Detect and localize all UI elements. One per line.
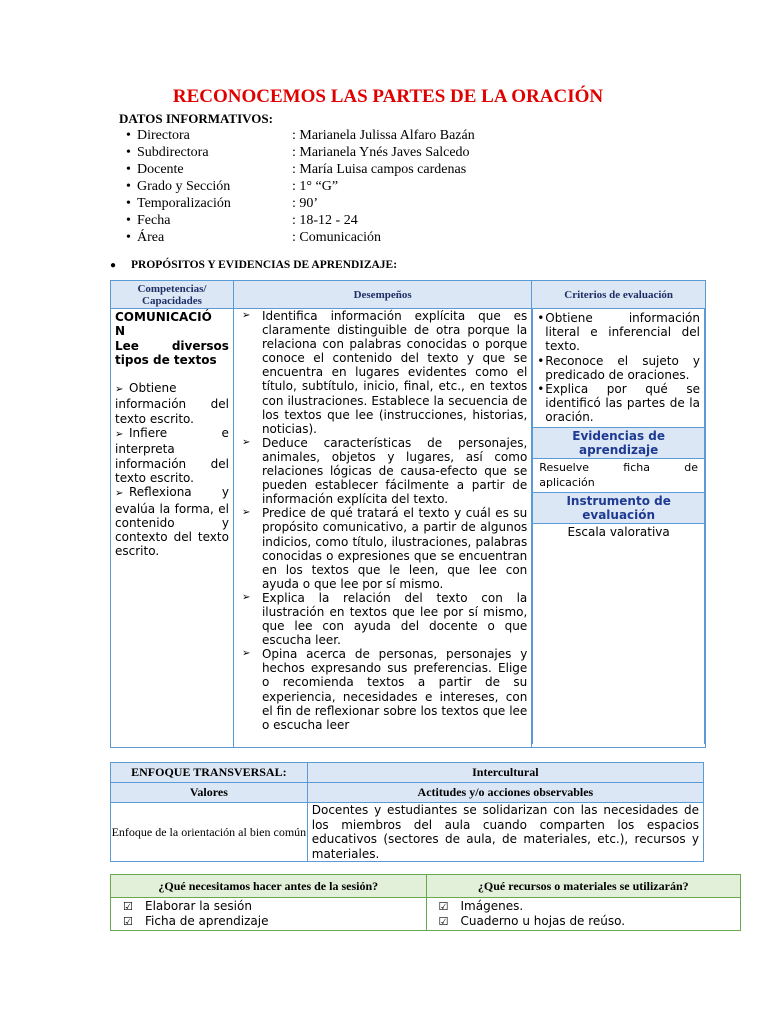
criterio-item	[537, 311, 700, 354]
materiales-header: ¿Qué recursos o materiales se utilizarán?	[426, 875, 741, 898]
criterio-text: Explica por qué se identificó las partes de la oración.	[545, 382, 700, 425]
info-item-temporalizacion	[126, 195, 475, 212]
propositos-heading	[110, 259, 397, 271]
info-value: : Comunicación	[292, 230, 382, 245]
desempeno-item	[238, 506, 527, 591]
valores-header: Valores	[111, 783, 308, 803]
bullet-icon: •	[537, 353, 545, 368]
arrow-bullet-icon: ➢	[241, 591, 251, 603]
evidencias-line: aplicación	[539, 475, 595, 489]
bullet-icon: •	[537, 311, 545, 325]
info-item-subdirectora	[126, 144, 475, 161]
arrow-bullet-icon: ➢	[241, 310, 251, 321]
criterio-text: Obtiene información literal e inferencial del texto.	[545, 311, 700, 354]
desempeno-text: Predice de qué tratará el texto y cuál es su propósito comunicativo, a partir de algunos indicios, como título, ilustraciones, palabras conocidas o expresiones que se encuentran en los textos que le leen, que lee con ayuda o que lee por sí mismo.	[261, 506, 528, 591]
propositos-table	[110, 280, 706, 748]
arrow-bullet-icon: ➢	[115, 488, 124, 500]
datos-informativos-heading: DATOS INFORMATIVOS:	[119, 111, 273, 126]
bullet-icon: •	[126, 162, 131, 177]
header-competencias: Competencias/ Capacidades	[111, 281, 234, 309]
arrow-bullet-icon: ➢	[241, 436, 251, 448]
header-criterios: Criterios de evaluación	[532, 281, 706, 309]
competencia-subtitle: Lee diversos tipos de textos	[115, 338, 229, 367]
info-value: : 18-12 - 24	[292, 213, 358, 228]
evidencias-line: Resuelve ficha de	[539, 460, 698, 474]
desempeno-item	[238, 591, 527, 647]
checkbox-checked-icon: ☑	[123, 900, 133, 913]
evidencias-value	[533, 458, 705, 492]
desempeno-text: Deduce características de personajes, animales, objetos y lugares, así como relaciones lógicas de causa-efecto que se pueden establecer fácilmente a partir de información explícita del texto.	[261, 435, 528, 507]
bullet-icon: •	[126, 230, 131, 245]
info-value: : Marianela Julissa Alfaro Bazán	[292, 128, 475, 143]
capacidad-text: Obtiene información del texto escrito.	[115, 381, 229, 426]
enfoque-header-left: ENFOQUE TRANSVERSAL:	[111, 763, 308, 783]
competencias-cell	[111, 309, 234, 748]
capacidad-item	[115, 485, 229, 558]
desempeno-item	[238, 647, 527, 732]
criterio-text: Reconoce el sujeto y predicado de oraciones.	[545, 353, 700, 382]
info-label: Fecha	[137, 213, 171, 228]
actitud-cell: Docentes y estudiantes se solidarizan con las necesidades de los miembros del aula cuando comparten los espacios educativos (sectores de aula, de materiales, etc.), recursos y materiales.	[307, 803, 703, 862]
info-item-fecha	[126, 212, 475, 229]
desempenos-cell	[233, 309, 531, 748]
desempeno-text: Opina acerca de personas, personajes y hechos expresando sus preferencias. Elige o recomienda textos a partir de su experiencia, necesidades e intereses, con el fin de reflexionar sobre los textos que lee o escucha leer	[261, 647, 528, 732]
material-text: Imágenes.	[460, 899, 524, 913]
criterios-cell	[532, 309, 706, 748]
document-title: RECONOCEMOS LAS PARTES DE LA ORACIÓN	[172, 86, 604, 107]
antes-item	[123, 914, 420, 929]
antes-item	[123, 899, 420, 914]
arrow-bullet-icon: ➢	[115, 384, 124, 396]
criterio-item	[537, 382, 700, 425]
criterio-item	[537, 354, 700, 382]
info-label: Grado y Sección	[137, 179, 231, 194]
material-item	[439, 899, 735, 914]
competencia-title-line: N	[115, 324, 126, 339]
material-item	[439, 914, 735, 929]
capacidad-text: Infiere e interpreta información del texto escrito.	[115, 426, 229, 485]
info-label: Temporalización	[137, 196, 231, 211]
antes-cell	[111, 898, 427, 931]
propositos-heading-text: PROPÓSITOS Y EVIDENCIAS DE APRENDIZAJE:	[131, 259, 398, 271]
bullet-icon: •	[126, 213, 131, 228]
evidencias-heading: Evidencias de aprendizaje	[533, 427, 705, 458]
antes-text: Elaborar la sesión	[145, 899, 252, 913]
checkbox-checked-icon: ☑	[438, 900, 449, 913]
instrumento-heading: Instrumento de evaluación	[533, 492, 705, 523]
materiales-cell	[426, 898, 741, 931]
actitudes-header: Actitudes y/o acciones observables	[307, 783, 703, 803]
antes-text: Ficha de aprendizaje	[145, 914, 269, 928]
info-value: : 90’	[292, 196, 319, 211]
info-value: : María Luisa campos cardenas	[292, 162, 467, 177]
capacidad-item	[115, 426, 229, 485]
bullet-icon: •	[537, 382, 545, 397]
bullet-icon: •	[126, 145, 131, 160]
recursos-table	[110, 874, 741, 931]
arrow-bullet-icon: ➢	[115, 429, 124, 441]
enfoque-header-right: Intercultural	[307, 763, 703, 783]
info-label: Subdirectora	[137, 145, 209, 160]
checkbox-checked-icon: ☑	[438, 915, 449, 928]
info-item-docente	[126, 161, 475, 178]
info-value: : 1° “G”	[292, 179, 339, 194]
arrow-bullet-icon: ➢	[241, 648, 251, 660]
competencia-title-line: COMUNICACIÓ	[115, 310, 212, 324]
desempeno-text: Identifica información explícita que es claramente distinguible de otra porque la relaciona con palabras conocidas o porque conoce el contenido del texto y que se encuentra en lugares evidentes como el título, subtítulo, inicio, final, etc., en textos con ilustraciones. Establece la secuencia de los textos que lee (instrucciones, historias, noticias).	[261, 309, 528, 436]
competencia-title	[115, 310, 229, 339]
bullet-icon: •	[126, 128, 131, 143]
bullet-icon: •	[126, 196, 131, 211]
valor-cell: Enfoque de la orientación al bien común	[111, 803, 308, 862]
info-label: Directora	[137, 128, 190, 143]
arrow-bullet-icon: ➢	[241, 507, 251, 519]
antes-header: ¿Qué necesitamos hacer antes de la sesión?	[111, 875, 427, 898]
datos-informativos-list	[126, 127, 475, 246]
desempeno-item	[238, 436, 527, 506]
checkbox-checked-icon: ☑	[123, 915, 133, 928]
enfoque-table	[110, 762, 704, 862]
info-item-grado	[126, 178, 475, 195]
desempeno-item	[238, 309, 527, 436]
bullet-icon: •	[126, 179, 131, 194]
bullet-icon: ●	[110, 260, 117, 271]
criterios-list	[533, 309, 705, 427]
instrumento-value: Escala valorativa	[533, 523, 705, 744]
info-label: Docente	[137, 162, 184, 177]
info-value: : Marianela Ynés Javes Salcedo	[292, 145, 470, 160]
material-text: Cuaderno u hojas de reúso.	[460, 914, 626, 928]
capacidad-text: Reflexiona y evalúa la forma, el contenido y contexto del texto escrito.	[115, 485, 229, 559]
capacidad-item	[115, 381, 229, 426]
info-item-area	[126, 229, 475, 246]
info-item-directora	[126, 127, 475, 144]
criterios-inner-table	[532, 309, 705, 744]
desempeno-text: Explica la relación del texto con la ilustración en textos que lee por sí mismo, que lee con ayuda del docente o que escucha leer.	[261, 590, 528, 648]
header-desempenos: Desempeños	[233, 281, 531, 309]
info-label: Área	[137, 230, 165, 245]
